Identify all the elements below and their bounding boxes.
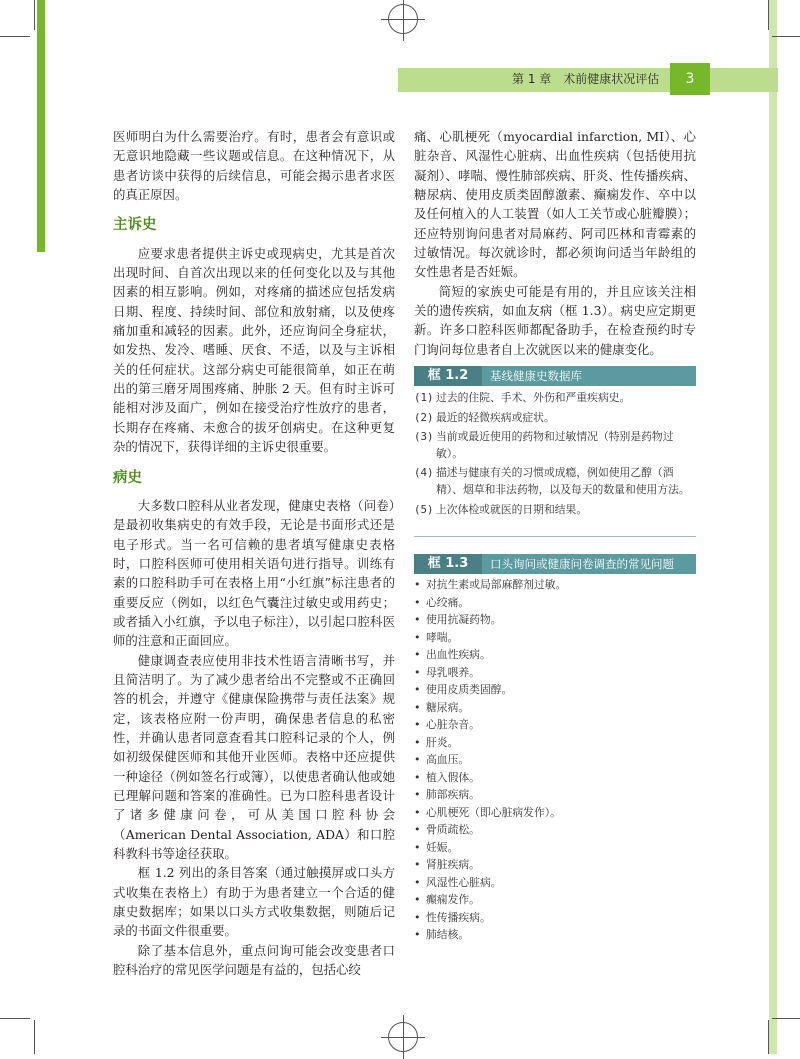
list-item — [414, 429, 696, 462]
list-item — [414, 410, 696, 427]
list-item: • 癫痫发作。 — [414, 891, 696, 909]
box-1-3-list — [414, 576, 696, 944]
crop-mark — [772, 1018, 800, 1019]
item-number: (5) — [414, 502, 434, 516]
crop-mark — [0, 36, 30, 37]
list-item: • 使用抗凝药物。 — [414, 611, 696, 629]
right-green-edge — [769, 0, 777, 1054]
list-item: • 性传播疾病。 — [414, 909, 696, 927]
list-item: • 骨质疏松。 — [414, 821, 696, 839]
crop-mark — [34, 0, 35, 30]
paragraph: 应要求患者提供主诉史或现病史，尤其是首次出现时间、自首次出现以来的任何变化以及与其他因素的相互影响。例如，对疼痛的描述应包括发病日期、程度、持续时间、部位和放射痛，以及使疼痛加重和减轻的因素。此外，还应询问全身症状，如发热、发冷、嗜睡、厌食、不适，以及与主诉相关的任何症状。这部分病史可能很简单，如正在萌出的第三磨牙周围疼痛、肿胀 2 天。但有时主诉可能相对涉及面广，例如在接受治疗性放疗的患者，长期存在疼痛、未愈合的拔牙创病史。在这种更复杂的情况下，获得详细的主诉史很重要。 — [113, 245, 395, 455]
chapter-title: 第 1 章 术前健康状况评估 — [512, 72, 660, 86]
list-item: • 风湿性心脏病。 — [414, 874, 696, 892]
box-title: 基线健康史数据库 — [490, 369, 582, 383]
crop-mark — [768, 0, 769, 30]
registration-mark — [388, 1022, 418, 1052]
list-item: • 对抗生素或局部麻醉剂过敏。 — [414, 576, 696, 594]
list-item: • 肝炎。 — [414, 734, 696, 752]
list-item: • 心绞痛。 — [414, 594, 696, 612]
list-item — [414, 502, 696, 519]
list-item — [414, 465, 696, 498]
box-1-2-header — [414, 366, 696, 386]
box-title: 口头询问或健康问卷调查的常见问题 — [490, 557, 674, 571]
section-title-medical-history: 病史 — [113, 469, 142, 486]
crop-mark — [768, 1020, 769, 1054]
paragraph: 痛、心肌梗死（myocardial infarction, MI）、心脏杂音、风湿性心脏病、出血性疾病（包括使用抗凝剂）、哮喘、慢性肺部疾病、肝炎、性传播疾病、糖尿病、使用皮质类固醇激素、癫痫发作、卒中以及任何植入的人工装置（如人工关节或心脏瓣膜）；还应特别询问患者对局麻药、阿司匹林和青霉素的过敏情况。每次就诊时，都必须询问适当年龄组的女性患者是否妊娠。 — [414, 129, 696, 280]
item-number: (4) — [414, 466, 434, 480]
list-item: • 糖尿病。 — [414, 699, 696, 717]
list-item: • 心脏杂音。 — [414, 716, 696, 734]
box-1-2-list — [414, 390, 696, 521]
paragraph: 简短的家族史可能是有用的，并且应该关注相关的遗传疾病，如血友病（框 1.3）。病史应定期更新。许多口腔科医师都配备助手，在检查预约时专门询问每位患者自上次就医以来的健康变化。 — [414, 283, 696, 357]
item-text: 描述与健康有关的习惯或成瘾，例如使用乙醇（酒精）、烟草和非法药物，以及每天的数量和使用方法。 — [436, 466, 690, 496]
list-item: • 肺部疾病。 — [414, 786, 696, 804]
crop-mark — [34, 1020, 35, 1054]
paragraph: 框 1.2 列出的条目答案（通过触摸屏或口头方式收集在表格上）有助于为患者建立一个合适的健康史数据库；如果以口头方式收集数据，则随后记录的书面文件很重要。 — [113, 865, 395, 939]
paragraph: 除了基本信息外，重点问询可能会改变患者口腔科治疗的常见医学问题是有益的，包括心绞 — [113, 942, 395, 978]
item-number: (3) — [414, 430, 434, 444]
page-number: 3 — [670, 63, 710, 95]
box-label: 框 1.2 — [414, 366, 482, 386]
list-item: • 出血性疾病。 — [414, 646, 696, 664]
list-item — [414, 390, 696, 407]
intro-paragraph: 医师明白为什么需要治疗。有时，患者会有意识或无意识地隐藏一些议题或信息。在这种情况下，从患者访谈中获得的后续信息，可能会揭示患者求医的真正原因。 — [113, 129, 395, 203]
list-item: • 肺结核。 — [414, 926, 696, 944]
item-text: 当前或最近使用的药物和过敏情况（特别是药物过敏）。 — [436, 430, 674, 460]
list-item: • 使用皮质类固醇。 — [414, 681, 696, 699]
left-column — [113, 127, 395, 979]
registration-mark — [388, 4, 418, 34]
list-item: • 高血压。 — [414, 751, 696, 769]
item-text: 过去的住院、手术、外伤和严重疾病史。 — [436, 391, 631, 404]
list-item: • 母乳喂养。 — [414, 664, 696, 682]
list-item: • 哮喘。 — [414, 629, 696, 647]
list-item: • 妊娠。 — [414, 839, 696, 857]
item-text: 上次体检或就医的日期和结果。 — [436, 502, 588, 516]
list-item: • 肾脏疾病。 — [414, 856, 696, 874]
paragraph: 健康调查表应使用非技术性语言清晰书写，并且简洁明了。为了减少患者给出不完整或不正确回答的机会，并遵守《健康保险携带与责任法案》规定，该表格应附一份声明，确保患者信息的私密性，并确认患者同意查看其口腔科记录的个人，例如初级保健医师和其他开业医师。表格中还应提供一种途径（例如签名行或簿），以使患者确认他或她已理解问题和答案的准确性。已为口腔科患者设计了诸多健康问卷，可从美国口腔科协会（American Dental Association, ADA）和口腔科教科书等途径获取。 — [113, 652, 395, 862]
box-divider — [414, 536, 696, 537]
list-item: • 心肌梗死（即心脏病发作）。 — [414, 804, 696, 822]
item-number: (2) — [414, 410, 434, 424]
list-item: • 植入假体。 — [414, 769, 696, 787]
crop-mark — [772, 36, 800, 37]
section-title-chief-complaint: 主诉史 — [113, 217, 157, 234]
item-number: (1) — [414, 391, 434, 404]
left-green-accent-bar — [37, 0, 45, 252]
item-text: 最近的轻微疾病或症状。 — [436, 410, 555, 424]
box-label: 框 1.3 — [414, 554, 482, 574]
box-1-3-header — [414, 554, 696, 574]
right-column — [414, 127, 696, 359]
crop-mark — [0, 1018, 30, 1019]
paragraph: 大多数口腔科从业者发现，健康史表格（问卷）是最初收集病史的有效手段，无论是书面形式还是电子形式。当一名可信赖的患者填写健康史表格时，口腔科医师可使用相关语句进行指导。训练有素的口腔科助手可在表格上用“小红旗”标注患者的重要反应（例如，以红色气囊注过敏史或用药史；或者插入小红旗，予以电子标注），以引起口腔科医师的注意和正面回应。 — [113, 497, 395, 649]
